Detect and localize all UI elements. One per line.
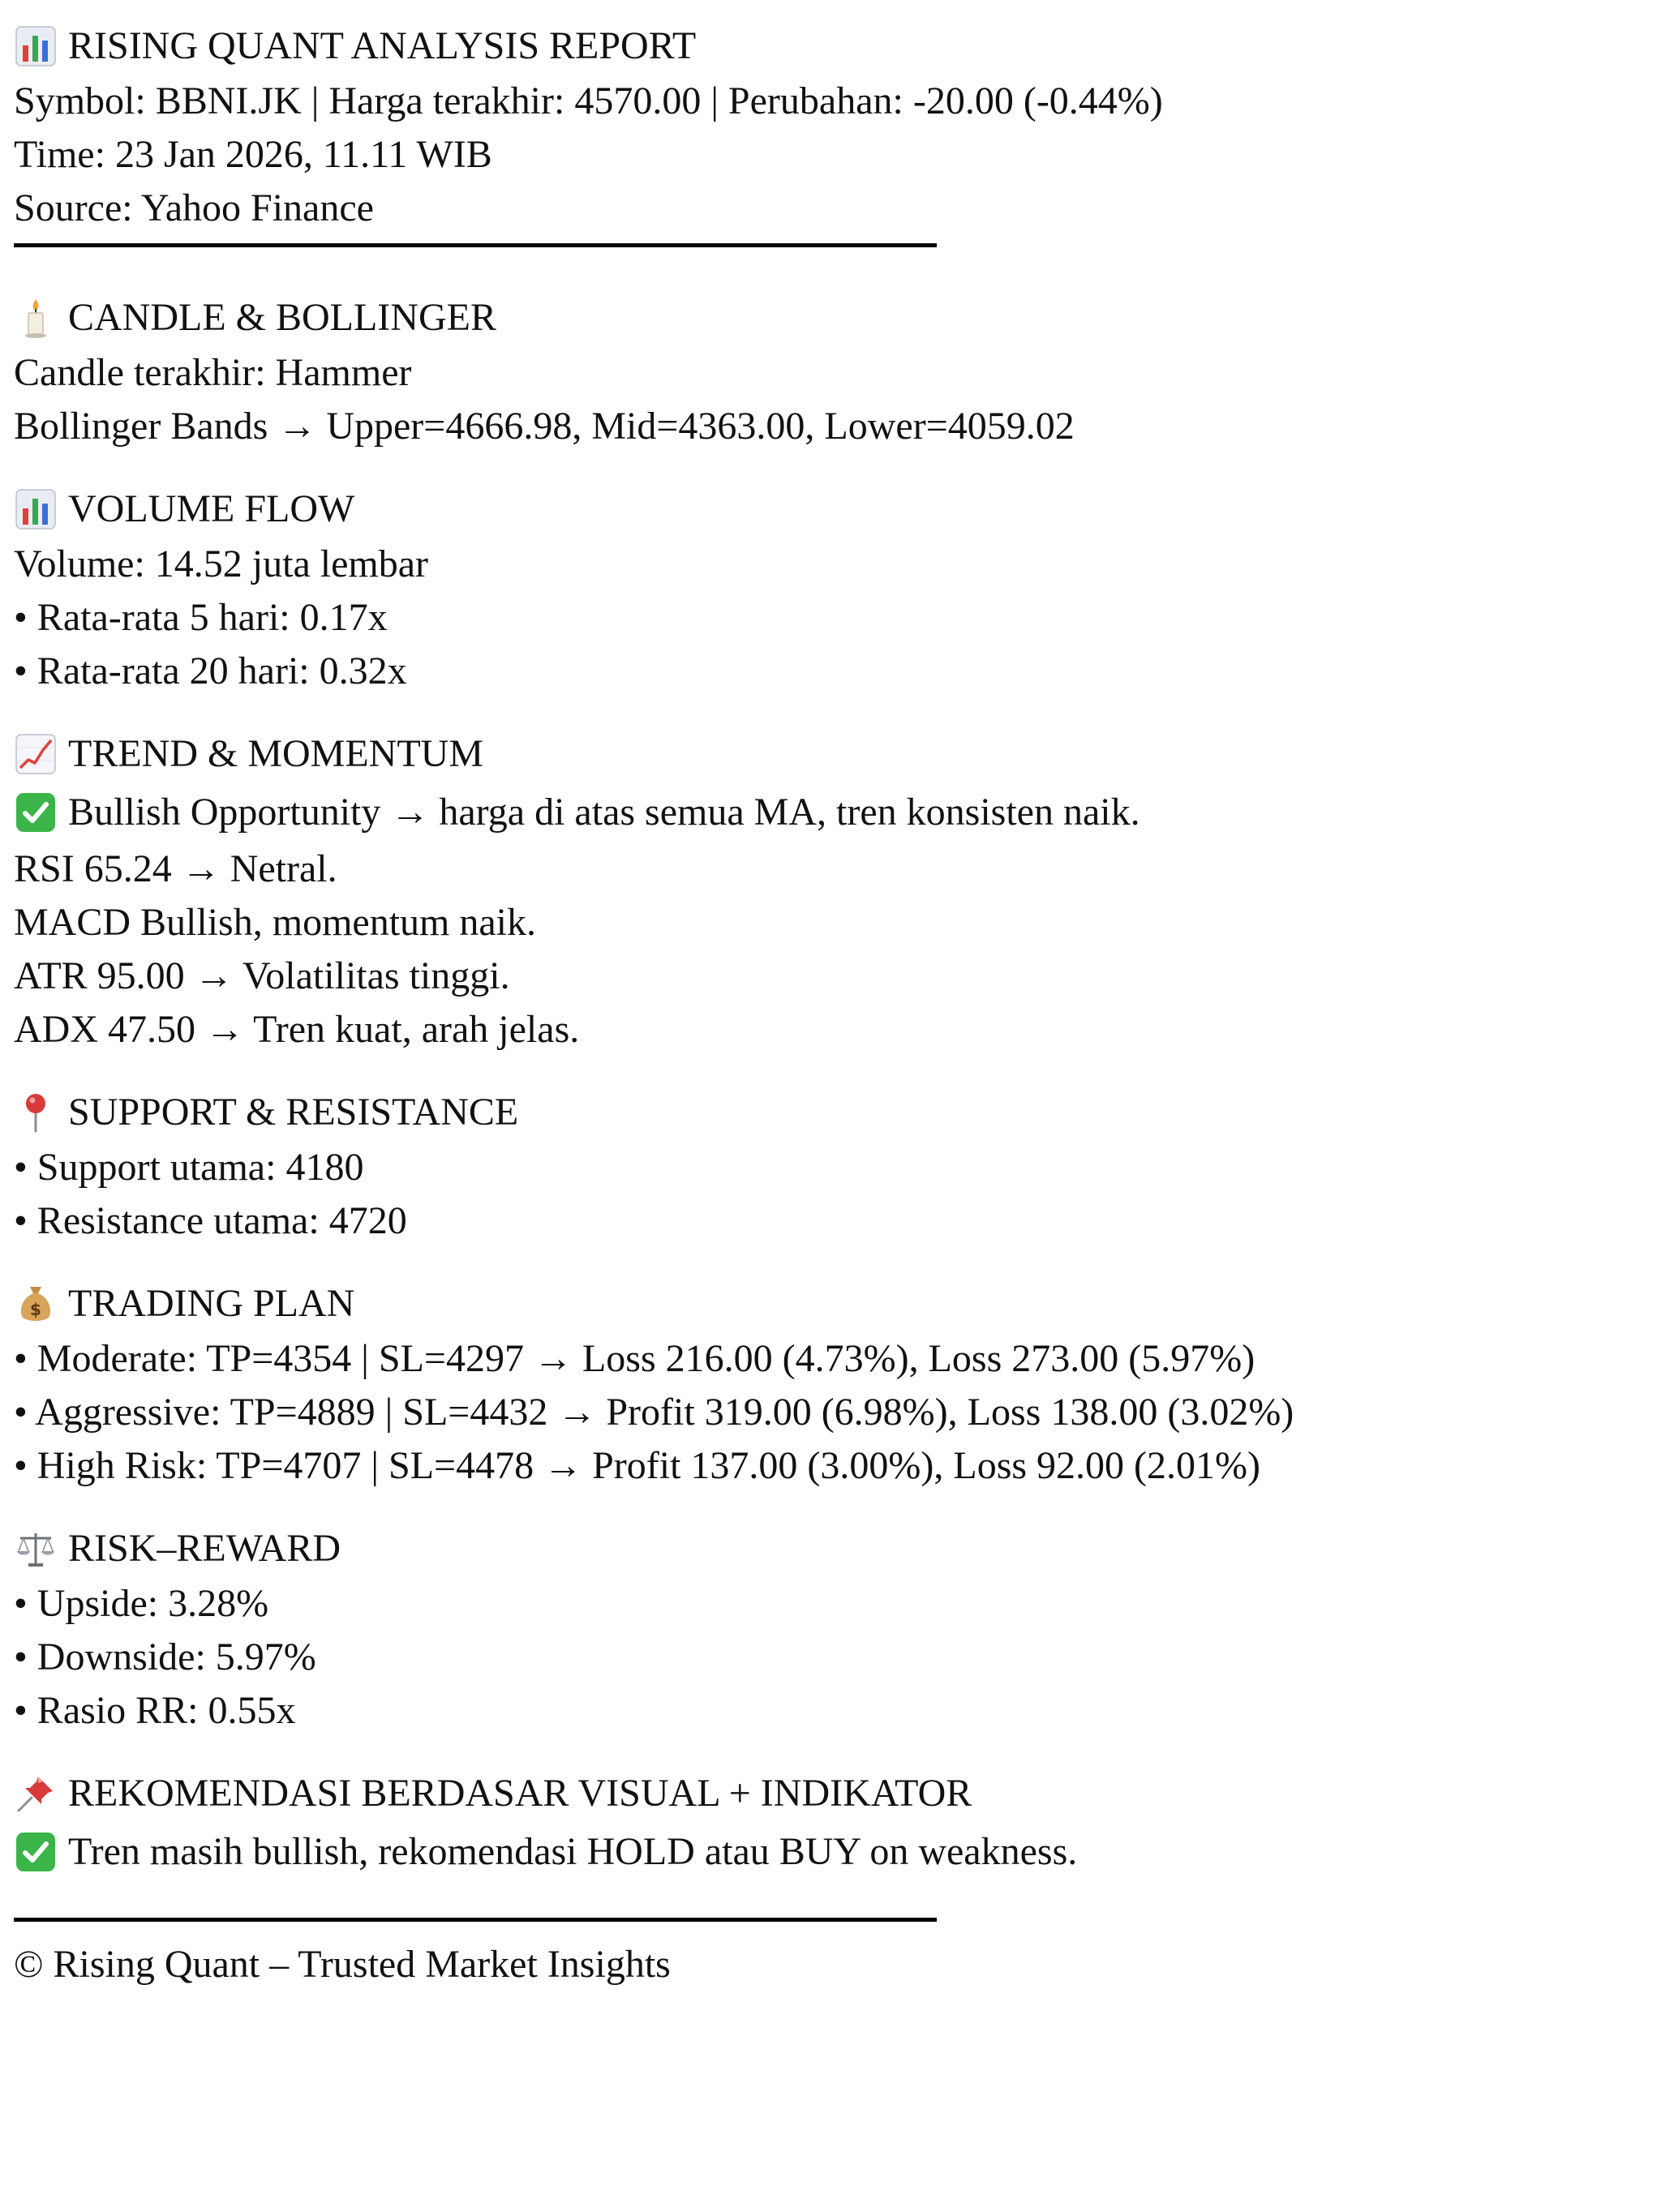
trading-plan-section xyxy=(14,1275,1636,1493)
report-page xyxy=(14,18,1636,1991)
recommendation-heading: REKOMENDASI BERDASAR VISUAL + INDIKATOR xyxy=(68,1772,972,1815)
trend-section xyxy=(14,726,1636,1057)
balance-scale-icon xyxy=(14,1527,58,1571)
check-mark-icon xyxy=(14,791,58,834)
rsi-line: RSI 65.24 → Netral. xyxy=(14,847,337,890)
risk-reward-section xyxy=(14,1520,1636,1738)
footer-text: © Rising Quant – Trusted Market Insights xyxy=(14,1943,671,1986)
avg5-line: • Rata-rata 5 hari: 0.17x xyxy=(14,596,388,639)
money-bag-icon xyxy=(14,1282,58,1326)
report-title-row xyxy=(14,18,1636,75)
recommendation-heading-row xyxy=(14,1765,1636,1822)
recommendation-row xyxy=(14,1822,1636,1882)
downside-line: • Downside: 5.97% xyxy=(14,1635,316,1678)
check-mark-icon xyxy=(14,1830,58,1874)
recommendation-section xyxy=(14,1765,1636,1882)
report-title: RISING QUANT ANALYSIS REPORT xyxy=(68,24,697,67)
support-line: • Support utama: 4180 xyxy=(14,1146,364,1189)
volume-section xyxy=(14,481,1636,698)
plan-high-risk-line: • High Risk: TP=4707 | SL=4478 → Profit 137.00 (3.00%), Loss 92.00 (2.01%) xyxy=(14,1444,1261,1487)
bollinger-line: Bollinger Bands → Upper=4666.98, Mid=4363.00, Lower=4059.02 xyxy=(14,405,1075,448)
pin-icon xyxy=(14,1091,58,1134)
source-line: Source: Yahoo Finance xyxy=(14,186,374,229)
chart-increasing-icon xyxy=(14,732,58,776)
atr-line: ATR 95.00 → Volatilitas tinggi. xyxy=(14,954,510,997)
trend-heading-row xyxy=(14,726,1636,782)
support-resistance-section xyxy=(14,1084,1636,1248)
risk-reward-heading: RISK–REWARD xyxy=(68,1527,341,1570)
volume-line: Volume: 14.52 juta lembar xyxy=(14,542,429,585)
pushpin-icon xyxy=(14,1772,58,1815)
candle-heading: CANDLE & BOLLINGER xyxy=(68,296,496,339)
bar-chart-icon xyxy=(14,487,58,531)
candle-icon xyxy=(14,296,58,340)
bar-chart-icon xyxy=(14,24,58,68)
resistance-line: • Resistance utama: 4720 xyxy=(14,1199,407,1242)
footer-divider xyxy=(14,1918,937,1922)
bullish-opportunity-row xyxy=(14,782,1636,842)
recommendation-text: Tren masih bullish, rekomendasi HOLD atau BUY on weakness. xyxy=(68,1830,1078,1873)
candle-section xyxy=(14,289,1636,453)
support-resistance-heading: SUPPORT & RESISTANCE xyxy=(68,1091,519,1134)
ratio-line: • Rasio RR: 0.55x xyxy=(14,1689,296,1732)
trading-plan-heading-row xyxy=(14,1275,1636,1332)
macd-line: MACD Bullish, momentum naik. xyxy=(14,901,537,944)
plan-moderate-line: • Moderate: TP=4354 | SL=4297 → Loss 216.00 (4.73%), Loss 273.00 (5.97%) xyxy=(14,1337,1255,1380)
volume-heading-row xyxy=(14,481,1636,538)
trend-heading: TREND & MOMENTUM xyxy=(68,732,483,775)
candle-heading-row xyxy=(14,289,1636,346)
bullish-opportunity-text: Bullish Opportunity → harga di atas semua MA, tren konsisten naik. xyxy=(68,791,1140,834)
plan-aggressive-line: • Aggressive: TP=4889 | SL=4432 → Profit 319.00 (6.98%), Loss 138.00 (3.02%) xyxy=(14,1391,1294,1434)
volume-heading: VOLUME FLOW xyxy=(68,487,355,530)
svg-text:$: $ xyxy=(30,1300,41,1319)
upside-line: • Upside: 3.28% xyxy=(14,1582,269,1625)
support-resistance-heading-row xyxy=(14,1084,1636,1141)
risk-reward-heading-row xyxy=(14,1520,1636,1577)
trading-plan-heading: TRADING PLAN xyxy=(68,1282,355,1325)
adx-line: ADX 47.50 → Tren kuat, arah jelas. xyxy=(14,1008,580,1051)
avg20-line: • Rata-rata 20 hari: 0.32x xyxy=(14,649,407,692)
last-candle-line: Candle terakhir: Hammer xyxy=(14,351,412,394)
symbol-line: Symbol: BBNI.JK | Harga terakhir: 4570.00 | Perubahan: -20.00 (-0.44%) xyxy=(14,79,1163,122)
time-line: Time: 23 Jan 2026, 11.11 WIB xyxy=(14,133,492,176)
header-divider xyxy=(14,243,937,247)
